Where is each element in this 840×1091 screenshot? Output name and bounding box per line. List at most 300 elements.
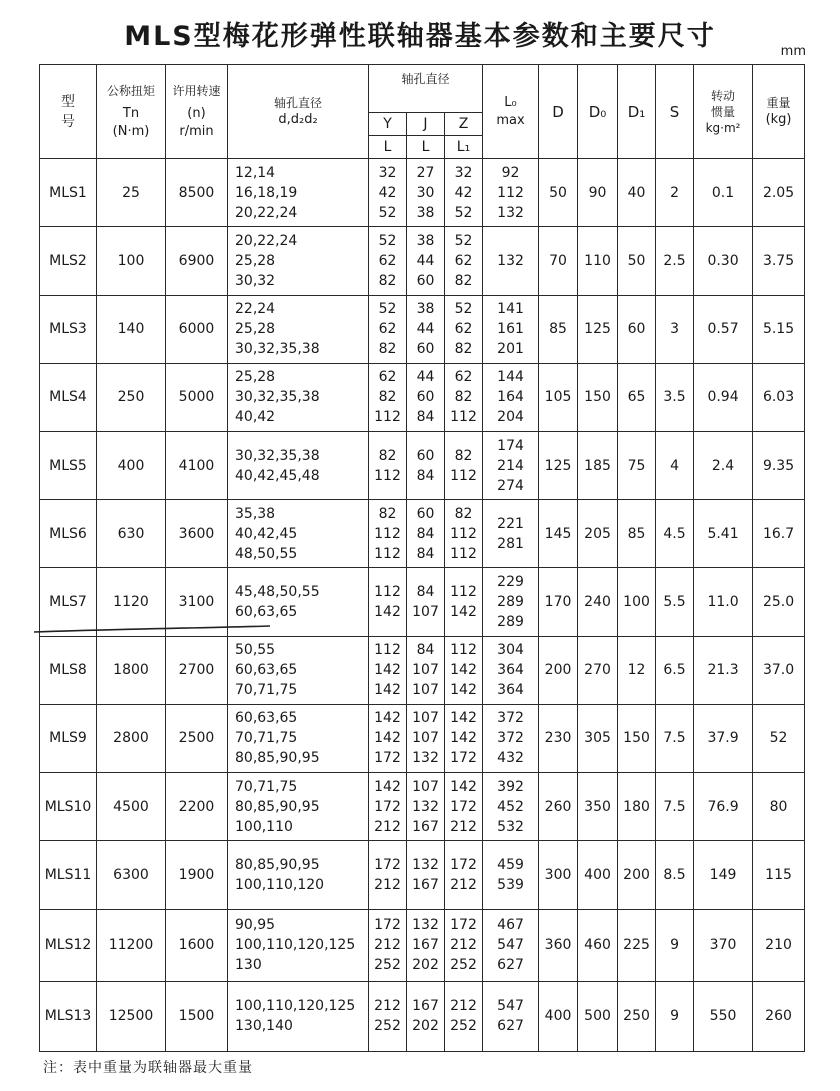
bore-diameter-cell-line: 30,32,35,38: [235, 341, 320, 358]
bore-diameter-cell-line: 130,140: [235, 1018, 293, 1035]
l0-cell-line: 392: [497, 778, 524, 795]
d0-cell: 305: [578, 704, 618, 772]
d1-cell: 150: [618, 704, 656, 772]
z-length-cell-line: 52: [454, 301, 473, 318]
j-length-cell-line: 107: [412, 778, 439, 795]
y-length-cell-line: 82: [378, 505, 397, 522]
weight-cell: 5.15: [753, 295, 805, 363]
inertia-cell: 0.94: [694, 363, 753, 431]
speed-cell: 3600: [166, 500, 228, 568]
bore-diameter-cell-line: 60,63,65: [235, 662, 298, 679]
j-length-cell-line: 84: [416, 525, 435, 542]
bore-diameter-cell-line: 40,42,45: [235, 525, 298, 542]
z-length-cell-line: 212: [450, 998, 477, 1015]
d-cell: 85: [539, 295, 578, 363]
j-length-cell-line: 84: [416, 409, 435, 426]
s-cell: 4.5: [656, 500, 694, 568]
z-length-cell-line: 142: [450, 730, 477, 747]
d0-cell: 240: [578, 568, 618, 636]
speed-cell: 1500: [166, 981, 228, 1051]
z-length-cell-line: 82: [454, 273, 473, 290]
l0-cell-line: 627: [497, 1018, 524, 1035]
d1-cell: 75: [618, 432, 656, 500]
inertia-cell: 37.9: [694, 704, 753, 772]
j-length-cell-line: 27: [416, 164, 435, 181]
y-length-cell-line: 112: [374, 642, 401, 659]
l0-cell-line: 372: [497, 730, 524, 747]
z-length-cell-line: 112: [450, 467, 477, 484]
s-cell: 8.5: [656, 841, 694, 909]
bore-diameter-cell-line: 45,48,50,55: [235, 584, 320, 601]
weight-cell: 52: [753, 704, 805, 772]
z-length-cell-line: 112: [450, 584, 477, 601]
d0-cell: 500: [578, 981, 618, 1051]
torque-cell: 250: [97, 363, 166, 431]
j-length-cell-line: 38: [416, 233, 435, 250]
weight-cell: 3.75: [753, 227, 805, 295]
speed-cell: 4100: [166, 432, 228, 500]
speed-cell: 6000: [166, 295, 228, 363]
y-length-cell-line: 32: [378, 164, 397, 181]
j-length-cell-line: 60: [416, 389, 435, 406]
bore-diameter-cell-line: 100,110: [235, 818, 293, 835]
bore-diameter-cell-line: 60,63,65: [235, 710, 298, 727]
model-cell: MLS2: [40, 227, 97, 295]
y-length-cell-line: 52: [378, 301, 397, 318]
unit-label: mm: [780, 44, 806, 59]
speed-cell: 1600: [166, 909, 228, 981]
header-d0: D₀: [578, 65, 618, 159]
bore-diameter-cell-line: 90,95: [235, 917, 276, 934]
l0-cell-line: 132: [497, 204, 524, 221]
j-length-cell-line: 132: [412, 856, 439, 873]
header-bore-diameter-label: 轴孔直径: [273, 95, 322, 110]
j-length-cell-line: 44: [416, 253, 435, 270]
y-length-cell-line: 112: [374, 467, 401, 484]
z-length-cell-line: 172: [450, 917, 477, 934]
y-length-cell-line: 212: [374, 818, 401, 835]
z-length-cell-line: 142: [450, 710, 477, 727]
y-length-cell-line: 82: [378, 389, 397, 406]
weight-cell: 6.03: [753, 363, 805, 431]
speed-cell: 3100: [166, 568, 228, 636]
l0-cell-line: 214: [497, 457, 524, 474]
bore-diameter-cell-line: 25,28: [235, 253, 276, 270]
l0-cell-line: 201: [497, 341, 524, 358]
d1-cell: 65: [618, 363, 656, 431]
model-cell: MLS12: [40, 909, 97, 981]
y-length-cell-line: 142: [374, 682, 401, 699]
z-length-cell-line: 62: [454, 321, 473, 338]
bore-diameter-cell-line: 48,50,55: [235, 545, 298, 562]
weight-cell: 37.0: [753, 636, 805, 704]
y-length-cell-line: 172: [374, 798, 401, 815]
j-length-cell-line: 107: [412, 682, 439, 699]
bore-diameter-cell-line: 100,110,120: [235, 876, 325, 893]
s-cell: 9: [656, 981, 694, 1051]
header-inertia-unit: kg·m²: [705, 120, 741, 135]
bore-diameter-cell-line: 30,32,35,38: [235, 389, 320, 406]
weight-cell: 25.0: [753, 568, 805, 636]
l0-cell-line: 289: [497, 594, 524, 611]
inertia-cell: 550: [694, 981, 753, 1051]
header-model-text: 型号: [60, 93, 75, 130]
weight-cell: 260: [753, 981, 805, 1051]
d1-cell: 225: [618, 909, 656, 981]
model-cell: MLS11: [40, 841, 97, 909]
y-length-cell-line: 112: [374, 545, 401, 562]
d-cell: 260: [539, 773, 578, 841]
bore-diameter-cell-line: 40,42,45,48: [235, 467, 320, 484]
z-length-cell-line: 142: [450, 682, 477, 699]
d-cell: 200: [539, 636, 578, 704]
torque-cell: 1800: [97, 636, 166, 704]
d1-cell: 85: [618, 500, 656, 568]
d-cell: 230: [539, 704, 578, 772]
bore-diameter-cell-line: 100,110,120,125: [235, 998, 356, 1015]
bore-diameter-cell-line: 20,22,24: [235, 233, 298, 250]
j-length-cell-line: 60: [416, 341, 435, 358]
model-cell: MLS6: [40, 500, 97, 568]
j-length-cell-line: 107: [412, 710, 439, 727]
z-length-cell-line: 82: [454, 341, 473, 358]
inertia-cell: 76.9: [694, 773, 753, 841]
z-length-cell-line: 62: [454, 369, 473, 386]
header-inertia-label: 转动惯量: [711, 88, 736, 119]
torque-cell: 25: [97, 159, 166, 227]
z-length-cell-line: 52: [454, 204, 473, 221]
d1-cell: 200: [618, 841, 656, 909]
j-length-cell-line: 167: [412, 998, 439, 1015]
s-cell: 6.5: [656, 636, 694, 704]
bore-diameter-cell-line: 22,24: [235, 301, 276, 318]
torque-cell: 630: [97, 500, 166, 568]
l0-cell-line: 144: [497, 369, 524, 386]
z-length-cell-line: 112: [450, 409, 477, 426]
bore-diameter-cell-line: 70,71,75: [235, 730, 298, 747]
d0-cell: 90: [578, 159, 618, 227]
l0-cell-line: 229: [497, 574, 524, 591]
bore-diameter-cell-line: 60,63,65: [235, 604, 298, 621]
d-cell: 125: [539, 432, 578, 500]
header-bore-length-label: 轴孔直径: [401, 71, 450, 86]
model-cell: MLS10: [40, 773, 97, 841]
z-length-cell-line: 82: [454, 505, 473, 522]
l0-cell-line: 364: [497, 682, 524, 699]
j-length-cell-line: 84: [416, 545, 435, 562]
speed-cell: 8500: [166, 159, 228, 227]
y-length-cell-line: 112: [374, 525, 401, 542]
y-length-cell-line: 142: [374, 604, 401, 621]
weight-cell: 210: [753, 909, 805, 981]
s-cell: 7.5: [656, 773, 694, 841]
l0-cell-line: 112: [497, 184, 524, 201]
header-s: S: [656, 65, 694, 159]
speed-cell: 2500: [166, 704, 228, 772]
z-length-cell-line: 82: [454, 389, 473, 406]
d-cell: 50: [539, 159, 578, 227]
y-length-cell-line: 142: [374, 710, 401, 727]
l0-cell-line: 532: [497, 818, 524, 835]
model-cell: MLS7: [40, 568, 97, 636]
z-length-cell-line: 142: [450, 604, 477, 621]
s-cell: 4: [656, 432, 694, 500]
z-length-cell-line: 172: [450, 750, 477, 767]
d0-cell: 205: [578, 500, 618, 568]
torque-cell: 400: [97, 432, 166, 500]
speed-cell: 2700: [166, 636, 228, 704]
inertia-cell: 5.41: [694, 500, 753, 568]
model-cell: MLS5: [40, 432, 97, 500]
header-torque-symbol: Tn: [122, 105, 140, 121]
bore-diameter-cell-line: 30,32: [235, 273, 276, 290]
header-torque-label: 公称扭矩: [106, 83, 155, 98]
speed-cell: 1900: [166, 841, 228, 909]
z-length-cell-line: 112: [450, 525, 477, 542]
torque-cell: 4500: [97, 773, 166, 841]
header-z-l1: L₁: [456, 139, 471, 156]
d-cell: 360: [539, 909, 578, 981]
header-l0-label: L₀: [504, 94, 517, 110]
header-torque-unit: (N·m): [112, 123, 150, 139]
j-length-cell-line: 107: [412, 730, 439, 747]
s-cell: 3: [656, 295, 694, 363]
bore-diameter-cell-line: 25,28: [235, 369, 276, 386]
torque-cell: 100: [97, 227, 166, 295]
l0-cell-line: 204: [497, 409, 524, 426]
header-weight-unit: (kg): [765, 111, 792, 127]
y-length-cell-line: 172: [374, 750, 401, 767]
l0-cell-line: 304: [497, 642, 524, 659]
bore-diameter-cell-line: 130: [235, 957, 262, 974]
header-j-label: J: [407, 113, 444, 136]
d1-cell: 60: [618, 295, 656, 363]
l0-cell-line: 547: [497, 937, 524, 954]
z-length-cell-line: 32: [454, 164, 473, 181]
j-length-cell-line: 84: [416, 584, 435, 601]
s-cell: 2.5: [656, 227, 694, 295]
z-length-cell-line: 252: [450, 1018, 477, 1035]
d0-cell: 460: [578, 909, 618, 981]
d1-cell: 180: [618, 773, 656, 841]
y-length-cell-line: 252: [374, 957, 401, 974]
l0-cell-line: 221: [497, 515, 524, 532]
z-length-cell-line: 42: [454, 184, 473, 201]
y-length-cell-line: 62: [378, 369, 397, 386]
bore-diameter-cell-line: 100,110,120,125: [235, 937, 356, 954]
header-z-label: Z: [445, 113, 482, 136]
j-length-cell-line: 44: [416, 369, 435, 386]
header-l0-max: max: [496, 112, 525, 128]
weight-cell: 9.35: [753, 432, 805, 500]
torque-cell: 11200: [97, 909, 166, 981]
z-length-cell-line: 172: [450, 798, 477, 815]
l0-cell-line: 432: [497, 750, 524, 767]
y-length-cell-line: 52: [378, 204, 397, 221]
header-j-l: L: [421, 139, 430, 156]
bore-diameter-cell-line: 50,55: [235, 642, 276, 659]
l0-cell-line: 372: [497, 710, 524, 727]
j-length-cell-line: 167: [412, 937, 439, 954]
bore-diameter-cell-line: 20,22,24: [235, 204, 298, 221]
y-length-cell-line: 212: [374, 876, 401, 893]
y-length-cell-line: 42: [378, 184, 397, 201]
header-y-l: L: [383, 139, 392, 156]
z-length-cell-line: 112: [450, 545, 477, 562]
l0-cell-line: 539: [497, 876, 524, 893]
torque-cell: 12500: [97, 981, 166, 1051]
d-cell: 145: [539, 500, 578, 568]
inertia-cell: 21.3: [694, 636, 753, 704]
inertia-cell: 11.0: [694, 568, 753, 636]
y-length-cell-line: 112: [374, 584, 401, 601]
d1-cell: 50: [618, 227, 656, 295]
model-cell: MLS8: [40, 636, 97, 704]
d1-cell: 12: [618, 636, 656, 704]
z-length-cell-line: 172: [450, 856, 477, 873]
bore-diameter-cell-line: 70,71,75: [235, 682, 298, 699]
z-length-cell-line: 142: [450, 778, 477, 795]
z-length-cell-line: 52: [454, 233, 473, 250]
d0-cell: 185: [578, 432, 618, 500]
torque-cell: 6300: [97, 841, 166, 909]
header-bore-diameter-symbol: d,d₂d₂: [278, 111, 318, 127]
z-length-cell-line: 142: [450, 662, 477, 679]
model-cell: MLS9: [40, 704, 97, 772]
model-cell: MLS4: [40, 363, 97, 431]
l0-cell-line: 164: [497, 389, 524, 406]
y-length-cell-line: 62: [378, 253, 397, 270]
y-length-cell-line: 82: [378, 273, 397, 290]
l0-cell-line: 289: [497, 614, 524, 631]
s-cell: 5.5: [656, 568, 694, 636]
z-length-cell-line: 212: [450, 876, 477, 893]
j-length-cell-line: 132: [412, 750, 439, 767]
j-length-cell-line: 84: [416, 642, 435, 659]
y-length-cell-line: 172: [374, 856, 401, 873]
z-length-cell-line: 82: [454, 447, 473, 464]
l0-cell-line: 132: [497, 253, 524, 270]
inertia-cell: 149: [694, 841, 753, 909]
bore-diameter-cell-line: 80,85,90,95: [235, 798, 320, 815]
y-length-cell-line: 82: [378, 341, 397, 358]
y-length-cell-line: 142: [374, 778, 401, 795]
torque-cell: 140: [97, 295, 166, 363]
model-cell: MLS1: [40, 159, 97, 227]
bore-diameter-cell-line: 80,85,90,95: [235, 856, 320, 873]
j-length-cell-line: 107: [412, 604, 439, 621]
l0-cell-line: 141: [497, 301, 524, 318]
l0-cell-line: 274: [497, 477, 524, 494]
j-length-cell-line: 167: [412, 818, 439, 835]
l0-cell-line: 174: [497, 437, 524, 454]
z-length-cell-line: 62: [454, 253, 473, 270]
torque-cell: 1120: [97, 568, 166, 636]
header-d1: D₁: [618, 65, 656, 159]
j-length-cell-line: 84: [416, 467, 435, 484]
d0-cell: 110: [578, 227, 618, 295]
s-cell: 2: [656, 159, 694, 227]
l0-cell-line: 92: [501, 164, 520, 181]
header-speed-label: 许用转速: [172, 83, 221, 98]
bore-diameter-cell-line: 30,32,35,38: [235, 447, 320, 464]
speed-cell: 2200: [166, 773, 228, 841]
j-length-cell-line: 38: [416, 301, 435, 318]
l0-cell-line: 364: [497, 662, 524, 679]
weight-cell: 2.05: [753, 159, 805, 227]
speed-cell: 6900: [166, 227, 228, 295]
inertia-cell: 0.30: [694, 227, 753, 295]
y-length-cell-line: 52: [378, 233, 397, 250]
j-length-cell-line: 60: [416, 505, 435, 522]
s-cell: 9: [656, 909, 694, 981]
d-cell: 105: [539, 363, 578, 431]
j-length-cell-line: 38: [416, 204, 435, 221]
d-cell: 400: [539, 981, 578, 1051]
j-length-cell-line: 132: [412, 917, 439, 934]
d1-cell: 250: [618, 981, 656, 1051]
z-length-cell-line: 212: [450, 818, 477, 835]
header-weight-label: 重量: [766, 95, 791, 110]
bore-diameter-cell-line: 25,28: [235, 321, 276, 338]
header-d: D: [539, 65, 578, 159]
inertia-cell: 0.57: [694, 295, 753, 363]
model-cell: MLS13: [40, 981, 97, 1051]
l0-cell-line: 161: [497, 321, 524, 338]
j-length-cell-line: 44: [416, 321, 435, 338]
d1-cell: 40: [618, 159, 656, 227]
y-length-cell-line: 142: [374, 662, 401, 679]
d1-cell: 100: [618, 568, 656, 636]
d-cell: 300: [539, 841, 578, 909]
inertia-cell: 0.1: [694, 159, 753, 227]
z-length-cell-line: 112: [450, 642, 477, 659]
bore-diameter-cell-line: 12,14: [235, 164, 276, 181]
z-length-cell-line: 212: [450, 937, 477, 954]
y-length-cell-line: 112: [374, 409, 401, 426]
inertia-cell: 2.4: [694, 432, 753, 500]
d0-cell: 270: [578, 636, 618, 704]
d0-cell: 400: [578, 841, 618, 909]
j-length-cell-line: 30: [416, 184, 435, 201]
bore-diameter-cell-line: 35,38: [235, 505, 276, 522]
l0-cell-line: 467: [497, 917, 524, 934]
j-length-cell-line: 107: [412, 662, 439, 679]
bore-diameter-cell-line: 40,42: [235, 409, 276, 426]
j-length-cell-line: 202: [412, 957, 439, 974]
l0-cell-line: 459: [497, 856, 524, 873]
y-length-cell-line: 212: [374, 937, 401, 954]
header-speed-symbol: (n): [187, 105, 206, 121]
y-length-cell-line: 62: [378, 321, 397, 338]
j-length-cell-line: 167: [412, 876, 439, 893]
d0-cell: 150: [578, 363, 618, 431]
j-length-cell-line: 60: [416, 273, 435, 290]
table-footnote: 注：表中重量为联轴器最大重量: [43, 1060, 253, 1076]
page-title: MLS型梅花形弹性联轴器基本参数和主要尺寸: [124, 21, 716, 52]
weight-cell: 16.7: [753, 500, 805, 568]
l0-cell-line: 452: [497, 798, 524, 815]
z-length-cell-line: 252: [450, 957, 477, 974]
l0-cell-line: 281: [497, 535, 524, 552]
weight-cell: 80: [753, 773, 805, 841]
inertia-cell: 370: [694, 909, 753, 981]
s-cell: 7.5: [656, 704, 694, 772]
y-length-cell-line: 142: [374, 730, 401, 747]
y-length-cell-line: 252: [374, 1018, 401, 1035]
y-length-cell-line: 172: [374, 917, 401, 934]
d-cell: 170: [539, 568, 578, 636]
